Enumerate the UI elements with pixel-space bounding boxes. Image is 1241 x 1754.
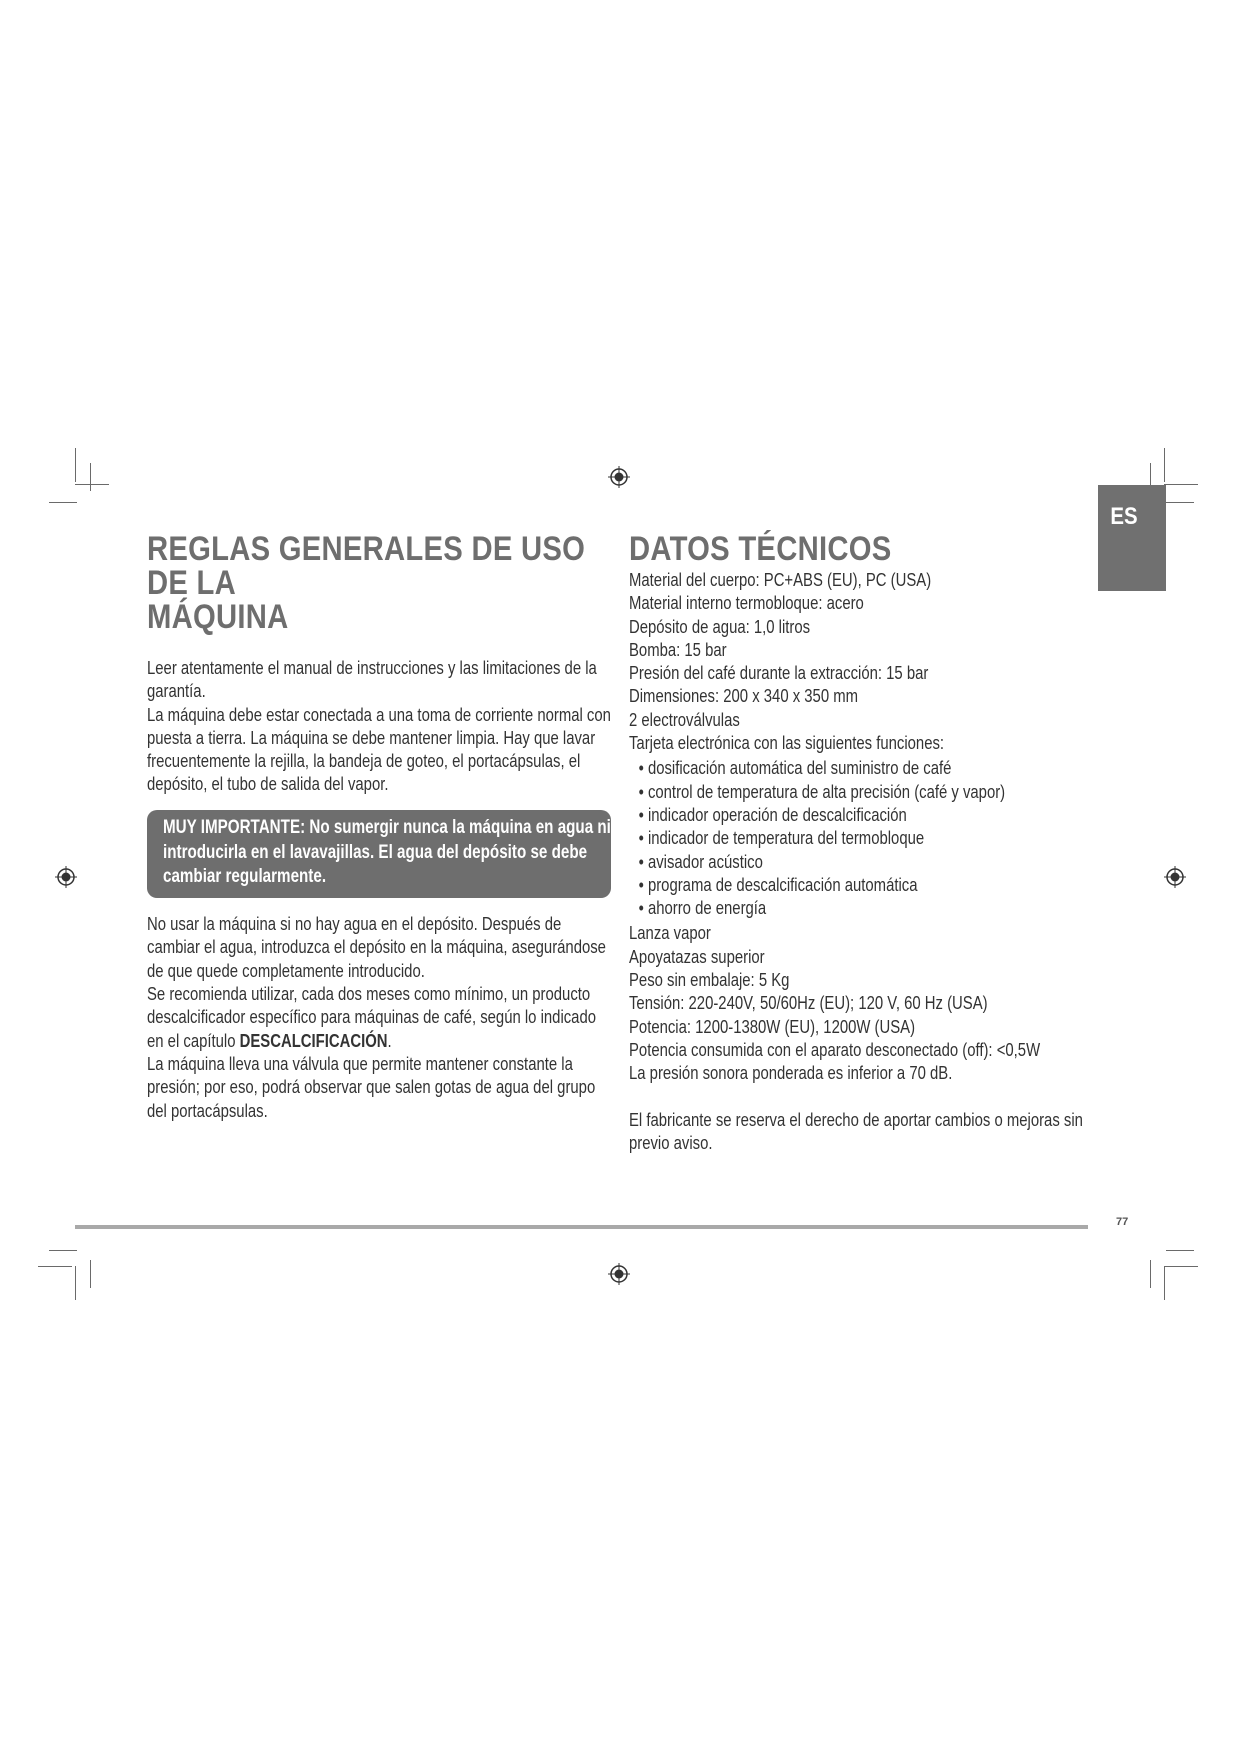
list-item: • indicador de temperatura del termobloque (639, 826, 1093, 849)
list-item: • programa de descalcificación automática (639, 873, 1093, 896)
footer-divider (75, 1225, 1088, 1229)
paragraph: La máquina lleva una válvula que permite mantener constante la presión; por eso, podrá observar que salen gotas de agua del grupo del portacápsulas. (147, 1052, 596, 1121)
disclaimer: El fabricante se reserva el derecho de aportar cambios o mejoras sin previo aviso. (629, 1108, 1083, 1153)
general-rules-section (147, 532, 611, 1122)
registration-mark-icon (1164, 866, 1186, 888)
technical-data-title: DATOS TÉCNICOS (629, 530, 892, 568)
spec-line: Presión del café durante la extracción: 15 bar (629, 662, 929, 684)
list-item: • dosificación automática del suministro de café (639, 756, 1093, 779)
registration-mark-icon (608, 466, 630, 488)
warning-text: MUY IMPORTANTE: No sumergir nunca la máquina en agua ni introducirla en el lavavajillas. El agua del depósito se debe cambiar regularmente. (163, 816, 611, 888)
paragraph: No usar la máquina si no hay agua en el depósito. Después de cambiar el agua, introduzca el depósito en la máquina, asegurándose de que quede completamente introducido. (147, 913, 606, 981)
technical-data-section (629, 532, 1099, 1154)
spec-line: Lanza vapor (629, 922, 711, 944)
general-rules-title: REGLAS GENERALES DE USO DE LA MÁQUINA (147, 530, 586, 636)
warning-box (147, 810, 611, 898)
spec-line: Material interno termobloque: acero (629, 592, 864, 614)
page-number: 77 (1116, 1216, 1129, 1228)
spec-line: Apoyatazas superior (629, 945, 765, 967)
spec-line: Tensión: 220-240V, 50/60Hz (EU); 120 V, 60 Hz (USA) (629, 992, 988, 1014)
list-item: • indicador operación de descalcificación (639, 803, 1093, 826)
general-rules-body (147, 912, 611, 1122)
language-tab-label: ES (1110, 503, 1138, 530)
general-rules-intro (147, 656, 611, 796)
spec-line: Bomba: 15 bar (629, 638, 727, 660)
language-tab (1098, 485, 1166, 591)
spec-line: Material del cuerpo: PC+ABS (EU), PC (USA) (629, 569, 932, 590)
descaling-reference: DESCALCIFICACIÓN (239, 1029, 388, 1051)
list-item: • avisador acústico (639, 850, 1093, 873)
spec-line: 2 electroválvulas (629, 708, 740, 730)
spec-line: Potencia consumida con el aparato desconectado (off): <0,5W (629, 1038, 1041, 1060)
paragraph: Se recomienda utilizar, cada dos meses como mínimo, un producto descalcificador específico para máquinas de café, según lo indicado en el capítulo DESCALCIFICACIÓN. (147, 983, 597, 1051)
paragraph: Leer atentamente el manual de instrucciones y las limitaciones de la garantía. (147, 657, 597, 702)
spec-line: Tarjeta electrónica con las siguientes funciones: (629, 732, 945, 754)
functions-list (629, 756, 1093, 919)
paragraph: La máquina debe estar conectada a una toma de corriente normal con puesta a tierra. La máquina se debe mantener limpia. Hay que lavar frecuentemente la rejilla, la bandeja de goteo, el portacápsulas, el depósito, el tubo de salida del vapor. (147, 703, 611, 795)
list-item: • ahorro de energía (639, 896, 1093, 919)
spec-line: Potencia: 1200-1380W (EU), 1200W (USA) (629, 1015, 916, 1037)
spec-line: Peso sin embalaje: 5 Kg (629, 969, 790, 991)
registration-mark-icon (55, 866, 77, 888)
spec-line: Depósito de agua: 1,0 litros (629, 615, 811, 637)
spec-line: Dimensiones: 200 x 340 x 350 mm (629, 685, 859, 707)
registration-mark-icon (608, 1263, 630, 1285)
spec-line: La presión sonora ponderada es inferior a 70 dB. (629, 1062, 953, 1084)
list-item: • control de temperatura de alta precisión (café y vapor) (639, 780, 1093, 803)
technical-specs (629, 568, 1093, 1154)
